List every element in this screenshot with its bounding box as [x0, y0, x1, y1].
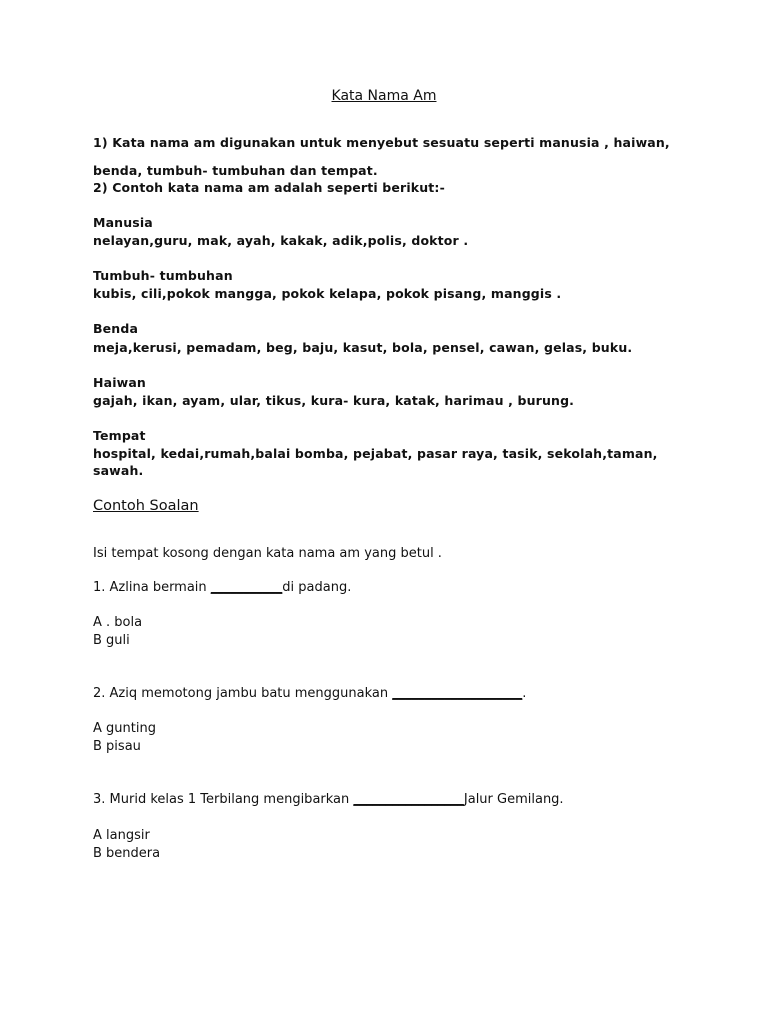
category-items-tempat-2: sawah. — [93, 463, 144, 478]
question-1-text-before: 1. Azlina bermain — [93, 580, 211, 595]
page-title: Kata Nama Am — [331, 88, 437, 104]
question-3 — [93, 792, 564, 807]
category-heading-benda: Benda — [93, 321, 139, 336]
question-2-text-after: . — [522, 686, 527, 701]
question-2-option-b: B pisau — [93, 739, 141, 754]
question-2 — [93, 686, 526, 701]
question-2-option-a: A gunting — [93, 721, 156, 736]
intro-line-1: 1) Kata nama am digunakan untuk menyebut sesuatu seperti manusia , haiwan, — [93, 135, 670, 150]
question-2-blank: ____________________ — [392, 686, 523, 701]
category-items-benda: meja,kerusi, pemadam, beg, baju, kasut, bola, pensel, cawan, gelas, buku. — [93, 340, 633, 355]
question-3-option-b: B bendera — [93, 846, 161, 861]
category-items-manusia: nelayan,guru, mak, ayah, kakak, adik,polis, doktor . — [93, 233, 469, 248]
category-items-tempat-1: hospital, kedai,rumah,balai bomba, pejabat, pasar raya, tasik, sekolah,taman, — [93, 446, 658, 461]
question-1-option-a: A . bola — [93, 615, 143, 630]
intro-line-3: 2) Contoh kata nama am adalah seperti berikut:- — [93, 180, 445, 195]
category-heading-manusia: Manusia — [93, 215, 153, 230]
category-items-haiwan: gajah, ikan, ayam, ular, tikus, kura- kura, katak, harimau , burung. — [93, 393, 575, 408]
category-heading-tempat: Tempat — [93, 428, 146, 443]
category-heading-tumbuhan: Tumbuh- tumbuhan — [93, 268, 233, 283]
section-heading-contoh-soalan: Contoh Soalan — [93, 498, 199, 514]
category-heading-haiwan: Haiwan — [93, 375, 146, 390]
question-3-blank: _________________ — [353, 792, 464, 807]
question-2-text-before: 2. Aziq memotong jambu batu menggunakan — [93, 686, 393, 701]
question-1 — [93, 580, 351, 595]
category-items-tumbuhan: kubis, cili,pokok mangga, pokok kelapa, pokok pisang, manggis . — [93, 286, 562, 301]
question-1-blank: ___________ — [210, 580, 283, 595]
question-3-text-after: Jalur Gemilang. — [463, 792, 564, 807]
question-1-text-after: di padang. — [282, 580, 352, 595]
question-1-option-b: B guli — [93, 633, 130, 648]
question-3-option-a: A langsir — [93, 828, 150, 843]
instruction-text: Isi tempat kosong dengan kata nama am yang betul . — [93, 546, 442, 561]
question-3-text-before: 3. Murid kelas 1 Terbilang mengibarkan — [93, 792, 354, 807]
intro-line-2: benda, tumbuh- tumbuhan dan tempat. — [93, 163, 378, 178]
